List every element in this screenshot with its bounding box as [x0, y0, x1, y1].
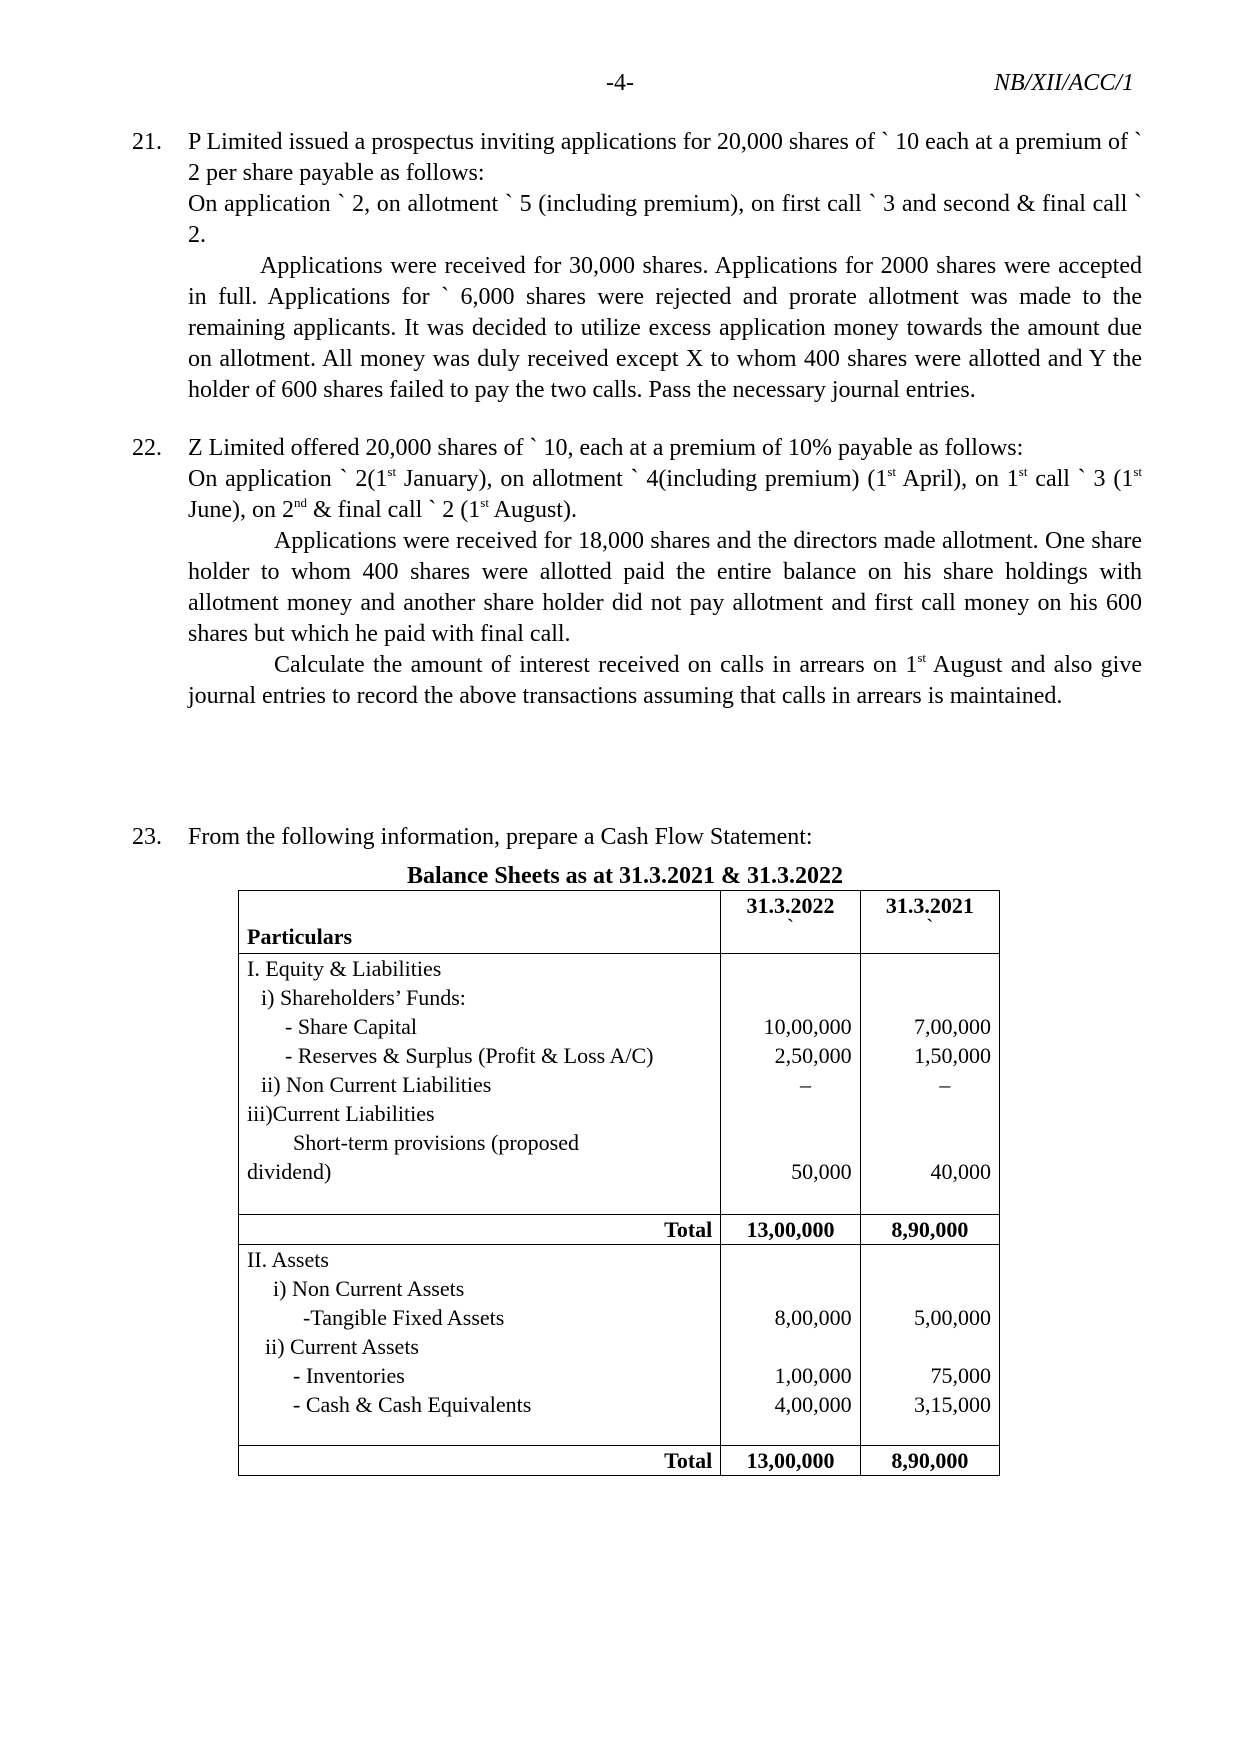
q22-line-2: On application ` 2(1st January), on allotment ` 4(including premium) (1st April), on 1st call ` 3 (1st June), on 2nd & final call ` 2 (1st August).: [188, 464, 1143, 523]
table-row: I. Equity & Liabilities i) Shareholders’ Funds: - Share Capital - Reserves & Surplus (Profit & Loss A/C) ii) Non Current Liabilities iii)Current Liabilities Short-term provisions (proposed dividend) 10,00,000 2,50,000 – 50,000 7,00,000 1,50,000 – 40,000: [239, 954, 1000, 1215]
table-header-row: [239, 891, 1000, 954]
paper-code: NB/XII/ACC/1: [994, 70, 1134, 96]
balance-sheet-table: [238, 890, 1000, 1476]
q23-text: From the following information, prepare a Cash Flow Statement:: [188, 824, 813, 850]
q22-paragraph-3: Calculate the amount of interest received on calls in arrears on 1st August and also give journal entries to record the above transactions assuming that calls in arrears is maintained.: [188, 650, 1142, 709]
question-21: [132, 127, 1142, 406]
q22-paragraph-2: Applications were received for 18,000 shares and the directors made allotment. One share holder to whom 400 shares were allotted paid the entire balance on his share holdings with allotment money and another share holder did not pay allotment and first call money on his 600 shares but which he paid with final call.: [188, 528, 1142, 647]
question-number: 22.: [132, 435, 162, 461]
col-2021-header: 31.3.2021 `: [860, 891, 999, 954]
total-row: Total 13,00,000 8,90,000: [239, 1446, 1000, 1476]
col-2022-header: 31.3.2022 `: [721, 891, 860, 954]
q21-paragraph-2: Applications were received for 30,000 shares. Applications for 2000 shares were accepted in full. Applications for ` 6,000 shares were rejected and prorate allotment was made to the remaining applicants. It was decided to utilize excess application money towards the amount due on allotment. All money was duly received except X to whom 400 shares were allotted and Y the holder of 600 shares failed to pay the two calls. Pass the necessary journal entries.: [188, 253, 1142, 403]
question-23: [132, 822, 1142, 853]
question-number: 23.: [132, 824, 162, 850]
q22-line-1: Z Limited offered 20,000 shares of ` 10, each at a premium of 10% payable as follows:: [188, 435, 1024, 461]
particulars-header: Particulars: [239, 891, 721, 954]
page-number: -4-: [606, 70, 634, 96]
q21-line-1: P Limited issued a prospectus inviting applications for 20,000 shares of ` 10 each at a premium of ` 2 per share payable as follows:: [188, 129, 1142, 186]
table-title: Balance Sheets as at 31.3.2021 & 31.3.2022: [407, 863, 843, 889]
q21-line-2: On application ` 2, on allotment ` 5 (including premium), on first call ` 3 and second & final call ` 2.: [188, 191, 1142, 248]
total-row: Total 13,00,000 8,90,000: [239, 1215, 1000, 1245]
question-22: [132, 433, 1142, 712]
question-number: 21.: [132, 129, 162, 155]
table-row: II. Assets i) Non Current Assets -Tangible Fixed Assets ii) Current Assets - Inventories - Cash & Cash Equivalents 8,00,000 1,00,000 4,00,000 5,00,000 75,000 3,15,000: [239, 1245, 1000, 1446]
